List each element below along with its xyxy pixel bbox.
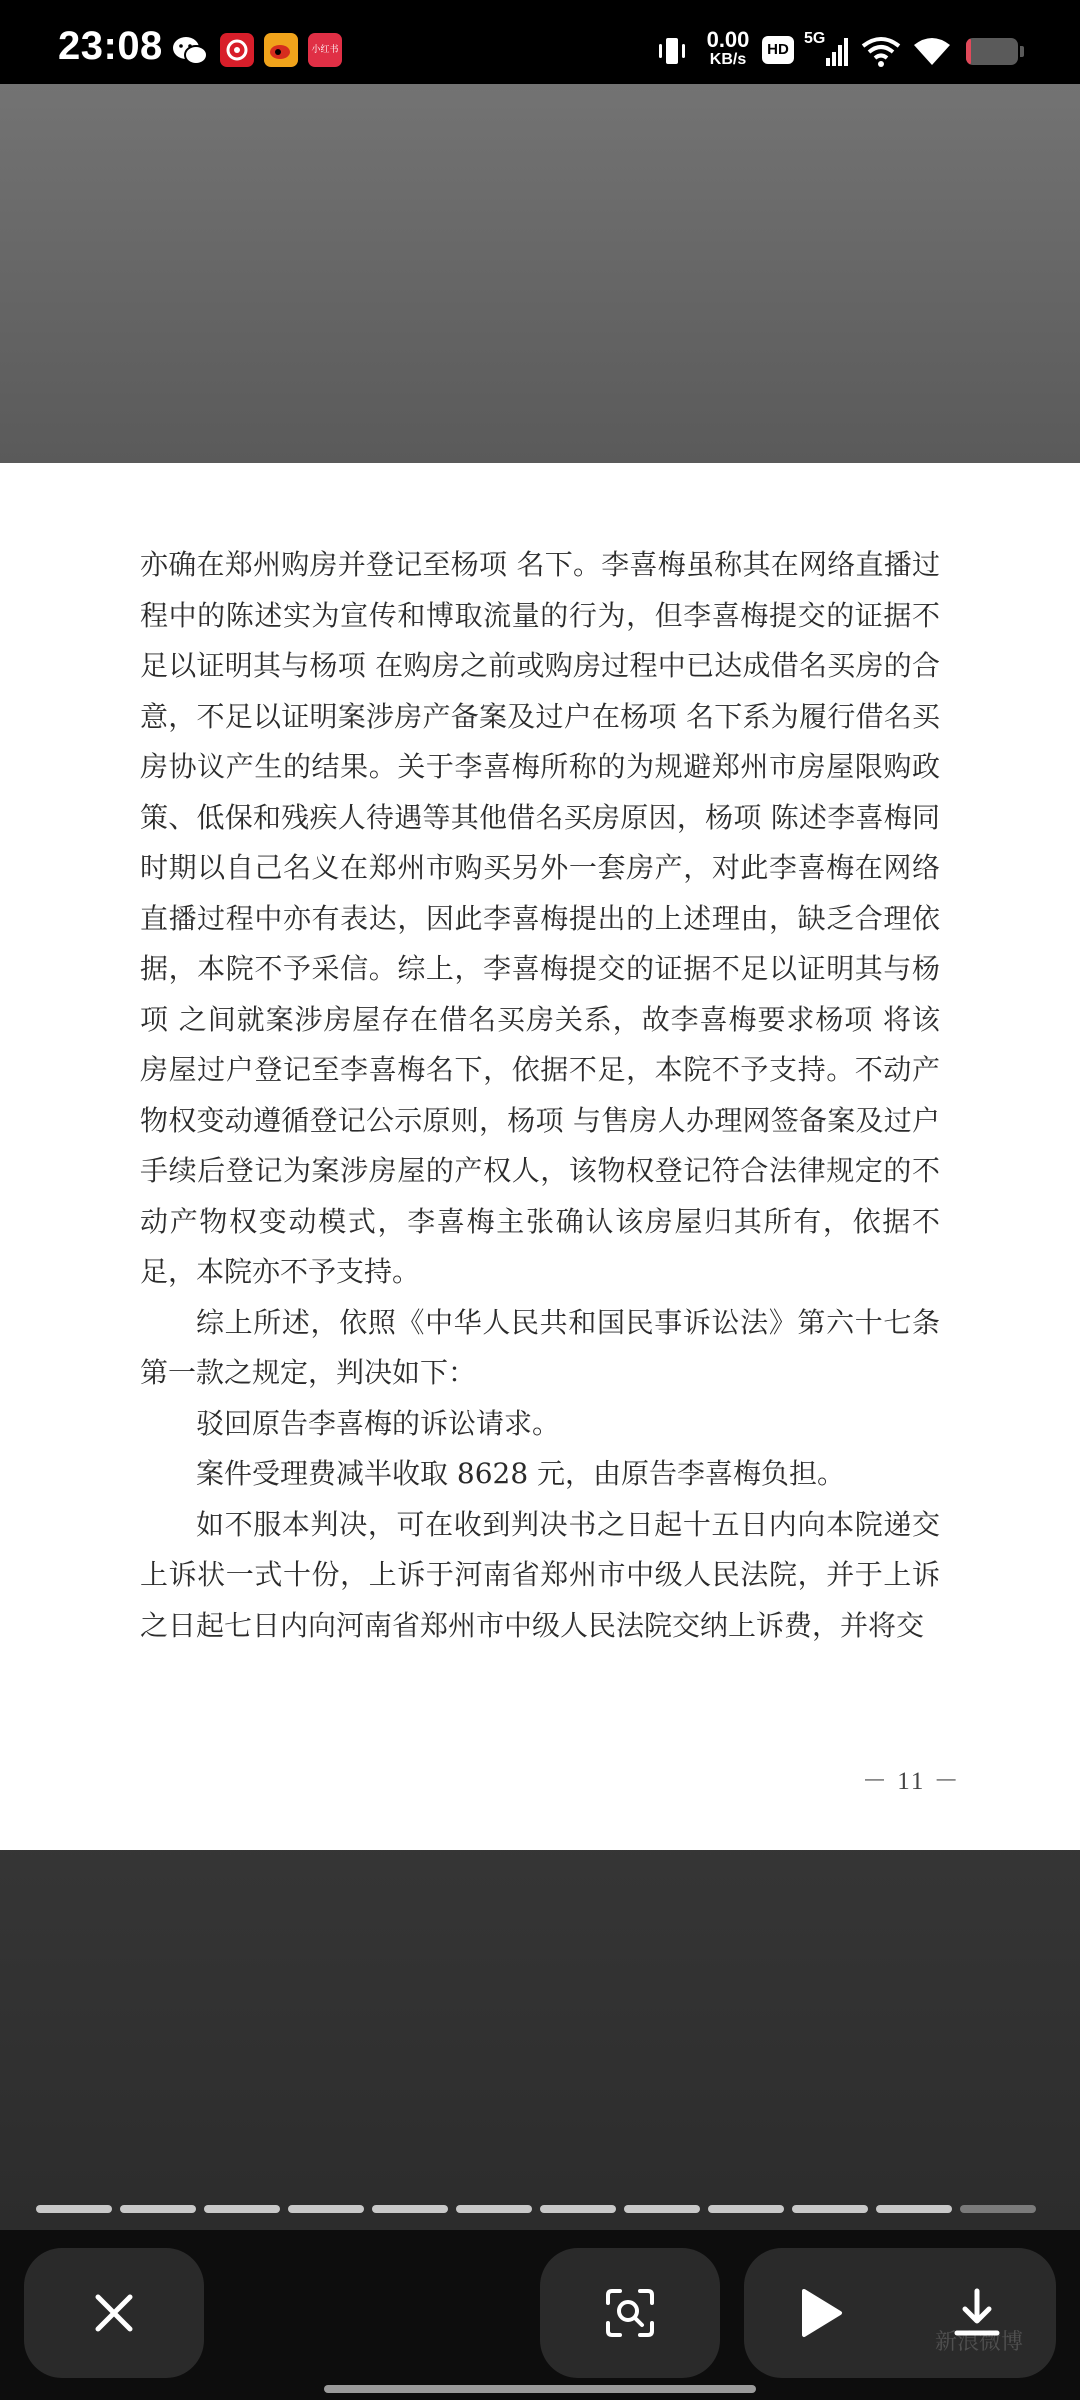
progress-segment (120, 2205, 196, 2213)
xiaohongshu-icon: 小红书 (308, 33, 342, 67)
watermark: 新浪微博 (935, 2330, 1024, 2355)
wifi-icon (860, 34, 902, 68)
media-action-group (744, 2248, 1056, 2378)
wifi-icon-secondary (912, 34, 952, 66)
scan-icon (602, 2285, 658, 2341)
status-bar (0, 0, 1080, 84)
battery-icon (966, 38, 1018, 65)
battery-level (966, 38, 971, 65)
hd-badge: HD (762, 36, 794, 64)
vibrate-icon (654, 35, 690, 67)
bottom-toolbar (0, 2230, 1080, 2400)
paragraph: 如不服本判决，可在收到判决书之日起十五日内向本院递交上诉状一式十份，上诉于河南省郑州市中级人民法院，并于上诉之日起七日内向河南省郑州市中级人民法院交纳上诉费，并将交 (140, 1507, 940, 1642)
wechat-icon (172, 36, 208, 66)
paragraph: 案件受理费减半收取 8628 元，由原告李喜梅负担。 (196, 1457, 846, 1490)
progress-segment (708, 2205, 784, 2213)
signal-5g-icon: 5G (804, 30, 852, 70)
weibo-icon (264, 33, 298, 67)
image-progress-indicator (36, 2205, 1036, 2213)
app-notification-icon (220, 33, 254, 67)
progress-segment (960, 2205, 1036, 2213)
close-button[interactable] (24, 2248, 204, 2378)
network-speed: 0.00 KB/s (706, 27, 750, 68)
document-text (140, 540, 940, 1651)
home-indicator[interactable] (324, 2385, 756, 2393)
play-icon[interactable] (796, 2285, 846, 2341)
progress-segment (540, 2205, 616, 2213)
progress-segment (876, 2205, 952, 2213)
progress-segment (204, 2205, 280, 2213)
progress-segment (456, 2205, 532, 2213)
scan-button[interactable] (540, 2248, 720, 2378)
status-time: 23:08 (58, 24, 163, 68)
progress-segment (288, 2205, 364, 2213)
paragraph: 亦确在郑州购房并登记至杨项 名下。李喜梅虽称其在网络直播过程中的陈述实为宣传和博取流量的行为，但李喜梅提交的证据不足以证明其与杨项 在购房之前或购房过程中已达成借名买房的合意，不足以证明案涉房产备案及过户在杨项 名下系为履行借名买房协议产生的结果。关于李喜梅所称的为规避郑州市房屋限购政策、低保和残疾人待遇等其他借名买房原因，杨项 陈述李喜梅同时期以自己名义在郑州市购买另外一套房产，对此李喜梅在网络直播过程中亦有表达，因此李喜梅提出的上述理由，缺乏合理依据，本院不予采信。综上，李喜梅提交的证据不足以证明其与杨项 之间就案涉房屋存在借名买房关系，故李喜梅要求杨项 将该房屋过户登记至李喜梅名下，依据不足，本院不予支持。不动产物权变动遵循登记公示原则，杨项 与售房人办理网签备案及过户手续后登记为案涉房屋的产权人，该物权登记符合法律规定的不动产物权变动模式，李喜梅主张确认该房屋归其所有，依据不足，本院亦不予支持。 (140, 548, 940, 1288)
progress-segment (792, 2205, 868, 2213)
progress-segment (36, 2205, 112, 2213)
paragraph: 综上所述，依照《中华人民共和国民事诉讼法》第六十七条第一款之规定，判决如下： (140, 1305, 940, 1389)
page-number: － 11 － (862, 1768, 961, 1795)
document-page[interactable] (0, 463, 1080, 1850)
progress-segment (372, 2205, 448, 2213)
paragraph: 驳回原告李喜梅的诉讼请求。 (196, 1406, 561, 1440)
battery-tip (1020, 46, 1024, 57)
close-icon (90, 2289, 138, 2337)
progress-segment (624, 2205, 700, 2213)
